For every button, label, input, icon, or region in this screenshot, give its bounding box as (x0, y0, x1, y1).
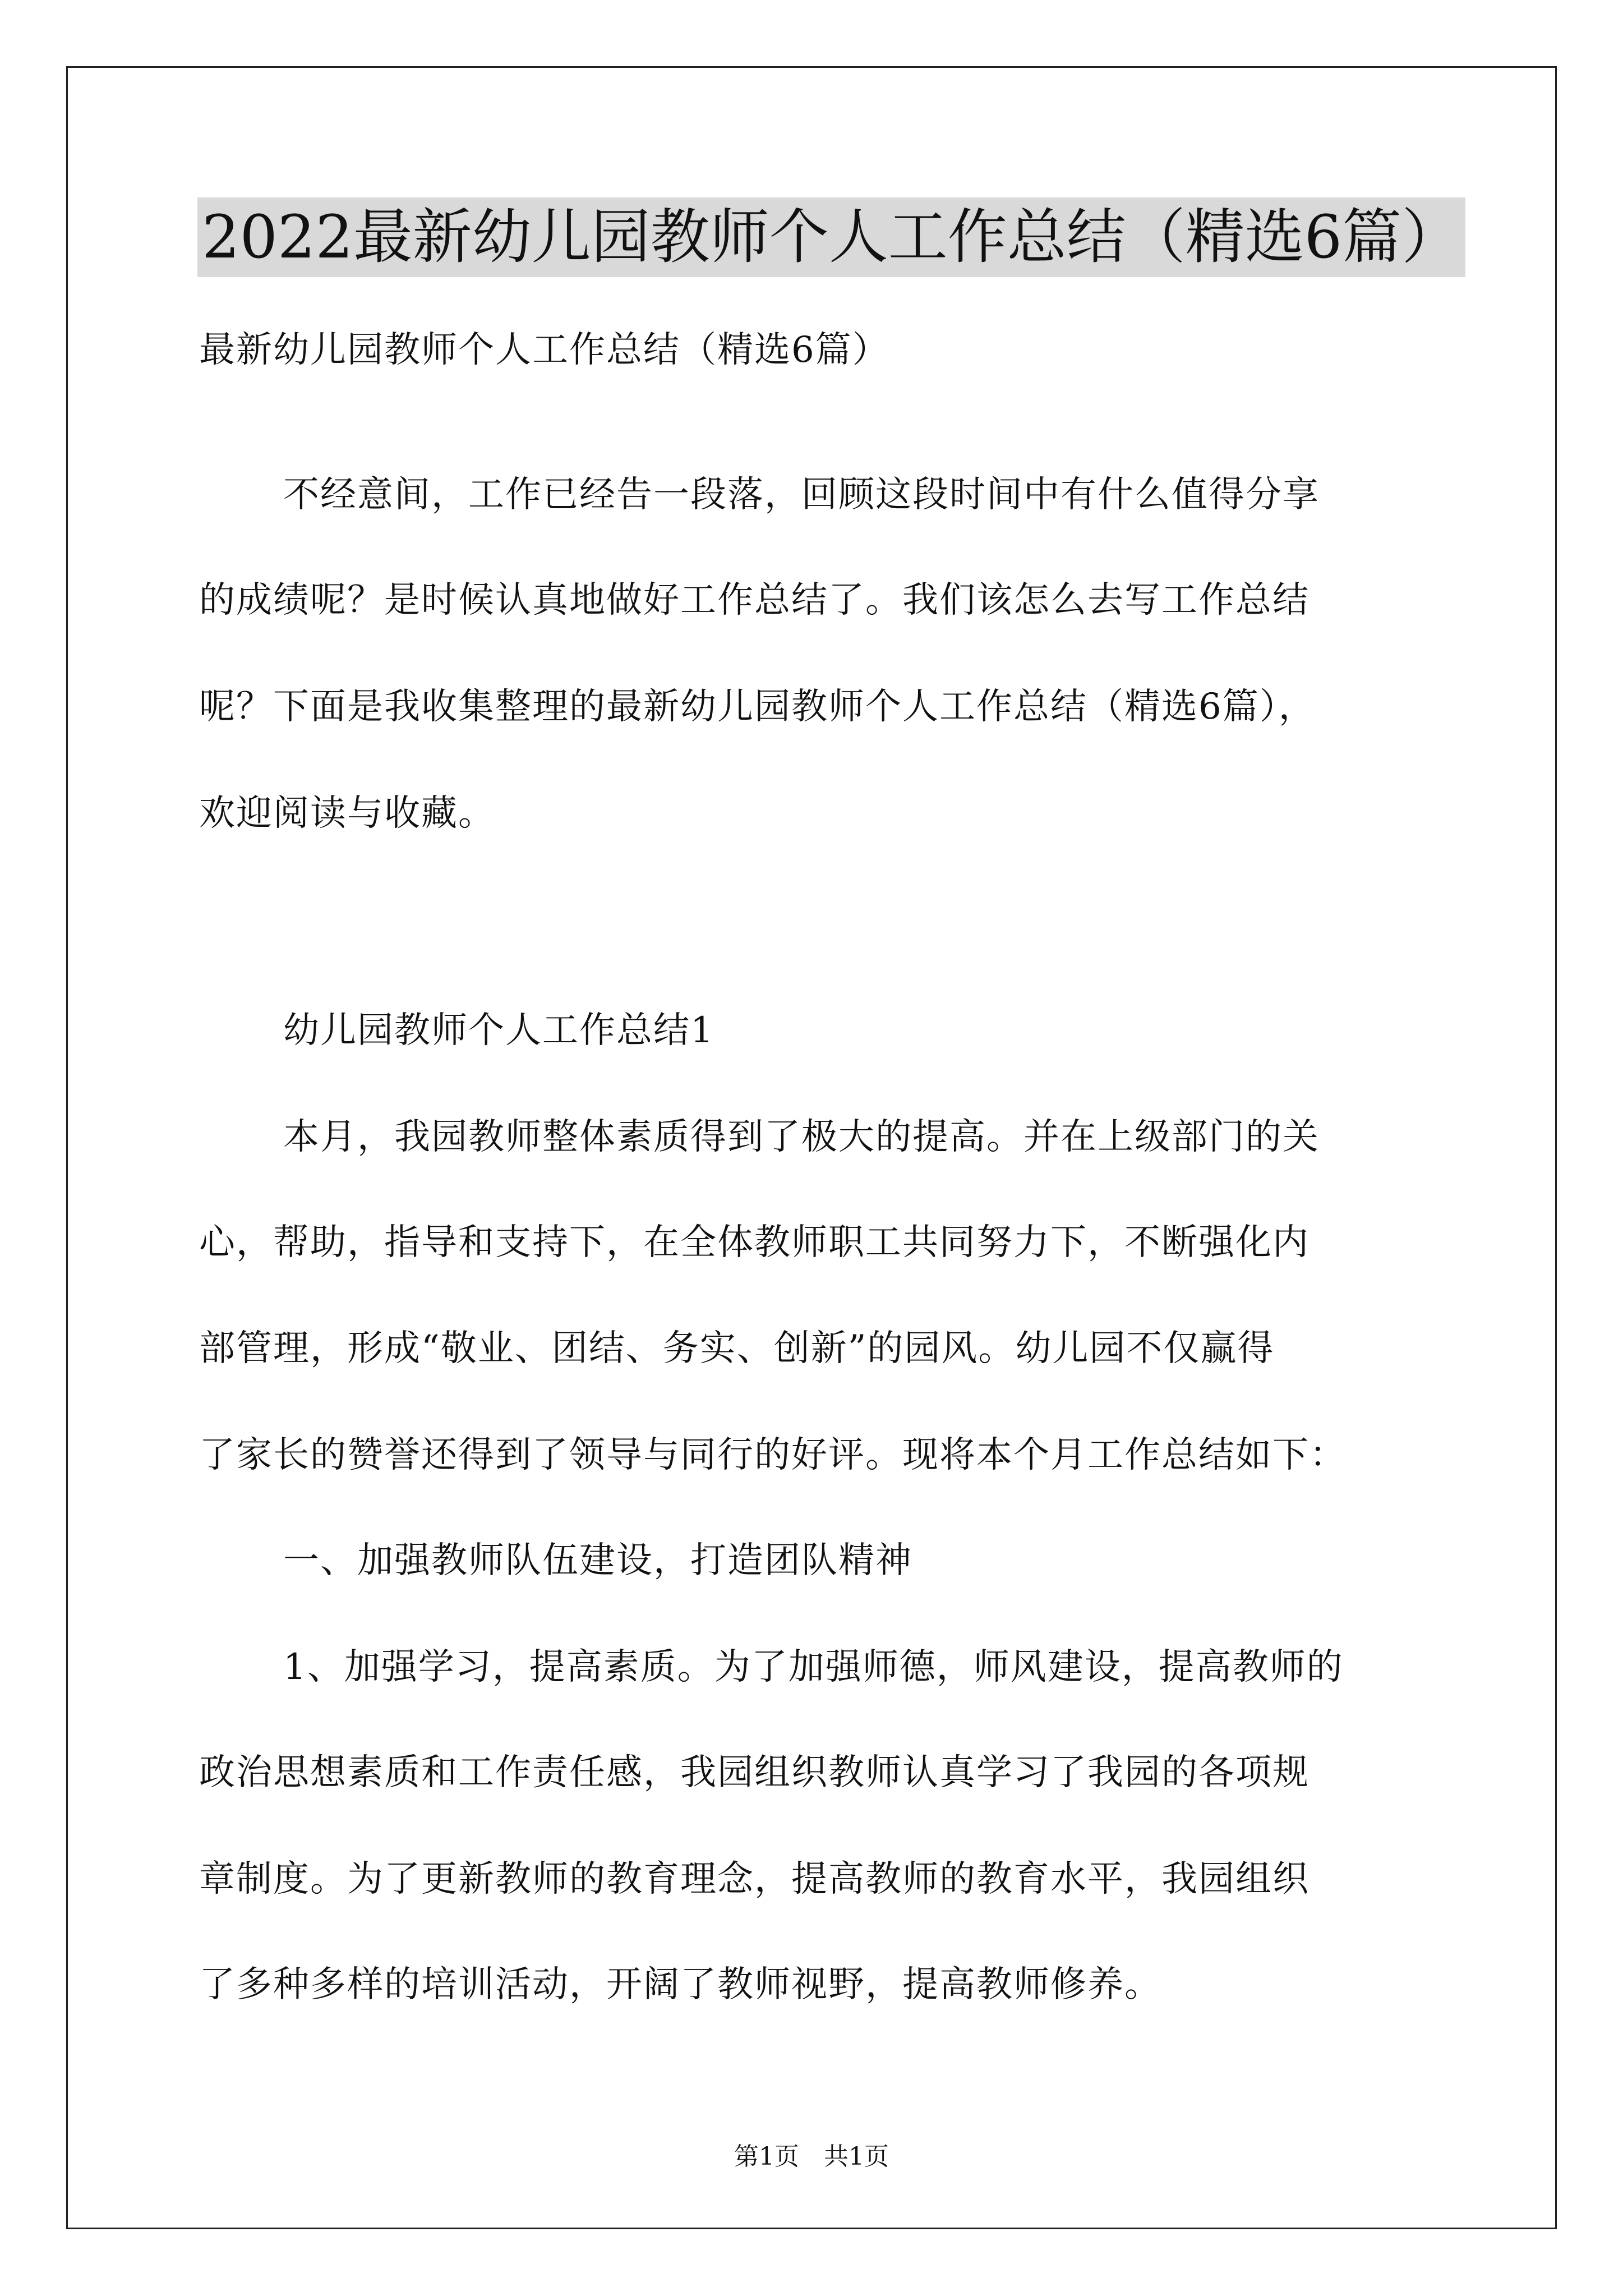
point-para-line-3: 章制度。为了更新教师的教育理念，提高教师的教育水平，我园组织 (199, 1858, 1310, 1900)
intro-line-1: 不经意间，工作已经告一段落，回顾这段时间中有什么值得分享 (283, 474, 1320, 516)
section-para-line-2: 心，帮助，指导和支持下，在全体教师职工共同努力下，不断强化内 (199, 1222, 1310, 1263)
point-para-line-4: 了多种多样的培训活动，开阔了教师视野，提高教师修养。 (199, 1964, 1161, 2005)
point-heading: 一、加强教师队伍建设，打造团队精神 (283, 1540, 912, 1581)
document-subtitle: 最新幼儿园教师个人工作总结（精选6篇） (199, 329, 889, 371)
document-title: 2022最新幼儿园教师个人工作总结（精选6篇） (197, 197, 1465, 277)
section-heading: 幼儿园教师个人工作总结1 (283, 1010, 714, 1051)
point-para-line-2: 政治思想素质和工作责任感，我园组织教师认真学习了我园的各项规 (199, 1752, 1310, 1793)
intro-line-4: 欢迎阅读与收藏。 (199, 793, 495, 834)
intro-line-3: 呢？下面是我收集整理的最新幼儿园教师个人工作总结（精选6篇）， (199, 686, 1316, 728)
section-para-line-4: 了家长的赞誉还得到了领导与同行的好评。现将本个月工作总结如下： (199, 1434, 1347, 1476)
intro-line-2: 的成绩呢？是时候认真地做好工作总结了。我们该怎么去写工作总结 (199, 579, 1310, 621)
point-para-line-1: 1、加强学习，提高素质。为了加强师德，师风建设，提高教师的 (283, 1646, 1344, 1688)
section-para-line-3: 部管理，形成“敬业、团结、务实、创新”的园风。幼儿园不仅赢得 (199, 1328, 1275, 1369)
section-para-line-1: 本月，我园教师整体素质得到了极大的提高。并在上级部门的关 (283, 1116, 1320, 1158)
page-footer: 第1页 共1页 (734, 2142, 889, 2171)
